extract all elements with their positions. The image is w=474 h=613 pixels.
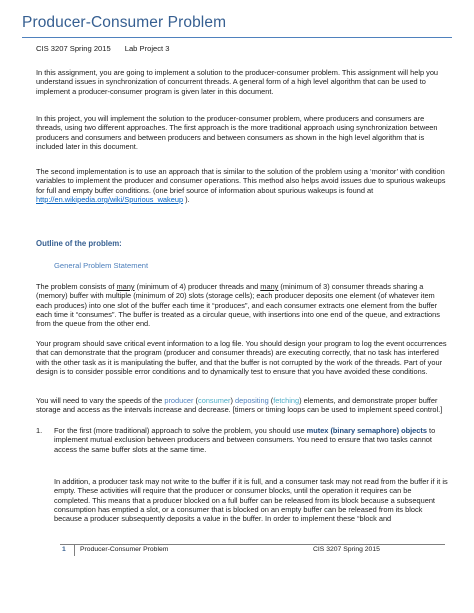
- course-name: CIS 3207 Spring 2015: [36, 44, 111, 53]
- speed-text-d: (: [268, 396, 274, 405]
- problem-text-a: The problem consists of: [36, 282, 117, 291]
- second-implementation-paragraph: [36, 167, 448, 204]
- footer-course: CIS 3207 Spring 2015: [313, 546, 380, 553]
- approach-paragraph: In this project, you will implement the solution to the producer-consumer problem, where producers and consumers are threads, using two different approaches. The first approach is the more traditional approach using synchronization between producers and consumers and between producers and between consumers as shown in the high level algorithm that is included later in this document.: [36, 114, 438, 151]
- problem-text-c: (minimum of 3) consumer threads sharing a (memory) buffer with multiple (minimum of 20) slots (storage cells); each producer deposits one element (of whatever item each produces) into one slot of the buffer each time it “produces”, and each consumer extracts one element from the buffer each time it “consumes”. The buffer is treated as a circular queue, with insertions into one end of the queue, and extractions from the queue from the other end.: [36, 282, 440, 329]
- producer-word: producer: [164, 396, 194, 405]
- speed-text-b: (: [193, 396, 199, 405]
- course-subtitle: [36, 44, 169, 53]
- intro-paragraph: In this assignment, you are going to implement a solution to the producer-consumer problem. This assignment will help you understand issues in synchronization of concurrent threads. A general form of a high level algorithm that can be used to implement a producer-consumer program is given later in this document.: [36, 68, 439, 96]
- mutex-term: mutex (binary semaphore) objects: [306, 426, 427, 435]
- consumer-word: consumer: [198, 396, 231, 405]
- speed-text-a: You will need to vary the speeds of the: [36, 396, 165, 405]
- general-problem-heading: General Problem Statement: [54, 261, 149, 270]
- page-title: Producer-Consumer Problem: [22, 14, 227, 31]
- outline-heading: Outline of the problem:: [36, 239, 122, 248]
- first-approach-text-b: to implement mutual exclusion between producers and between consumers. You need to ensure that two tasks cannot access the same buffer slots at the same time.: [54, 426, 436, 454]
- problem-statement-paragraph: [36, 282, 448, 328]
- footer-title: Producer-Consumer Problem: [80, 546, 169, 553]
- list-item-number: 1.: [36, 426, 43, 435]
- speed-text-e: ) elements, and demonstrate proper buffer storage and access as the intervals increase and decrease. [timers or timing loops can be used to implement speed control.]: [36, 396, 443, 415]
- footer-page-number: 1: [62, 546, 66, 553]
- second-implementation-end: ).: [183, 194, 190, 204]
- speed-paragraph: [36, 396, 448, 415]
- spurious-wakeup-link[interactable]: http://en.wikipedia.org/wiki/Spurious_wakeup: [36, 194, 184, 204]
- project-name: Lab Project 3: [124, 44, 170, 53]
- many-consumers-word: many: [260, 282, 279, 291]
- depositing-word: depositing: [234, 396, 269, 405]
- blocking-paragraph: In addition, a producer task may not write to the buffer if it is full, and a consumer task may not read from the buffer if it is empty. These activities will require that the producer or consumer blocks, until the operation it requires can be completed. This means that a producer blocked on a full buffer can be released from its block because a subsequent consumption has emptied a slot, or a consumer that is blocked on an empty buffer can be released from its block because a producer subsequently deposits a value in the buffer. In order to implement these “block and: [54, 477, 448, 524]
- footer-divider: [60, 544, 445, 545]
- first-approach-text-a: For the first (more traditional) approach to solve the problem, you should use: [54, 426, 307, 435]
- many-producers-word: many: [116, 282, 135, 291]
- footer-separator: [74, 545, 75, 556]
- logging-paragraph: Your program should save critical event information to a log file. You should design your program to log the event occurrences that can demonstrate that the program (producer and consumer threads) are executing correctly, that no task has interfered with the other task as it is manipulating the buffer, and that the buffer is not corrupted by the work of the threads. Part of your design is to consider possible error conditions and to dynamically test to ensure that you have avoided these conditions.: [36, 339, 447, 376]
- speed-text-c: ): [230, 396, 235, 405]
- first-approach-paragraph: [54, 426, 448, 454]
- fetching-word: fetching: [273, 396, 300, 405]
- title-divider: [22, 37, 452, 38]
- problem-text-b: (minimum of 4) producer threads and: [134, 282, 261, 291]
- second-implementation-text: The second implementation is to use an approach that is similar to the solution of the problem using a ‘monitor’ with condition variables to implement the producer and consumer operations. This method also helps avoid issues due to spurious wakeups for full and empty buffer conditions. (one brief source of information about spurious wakeups is found at: [36, 167, 446, 195]
